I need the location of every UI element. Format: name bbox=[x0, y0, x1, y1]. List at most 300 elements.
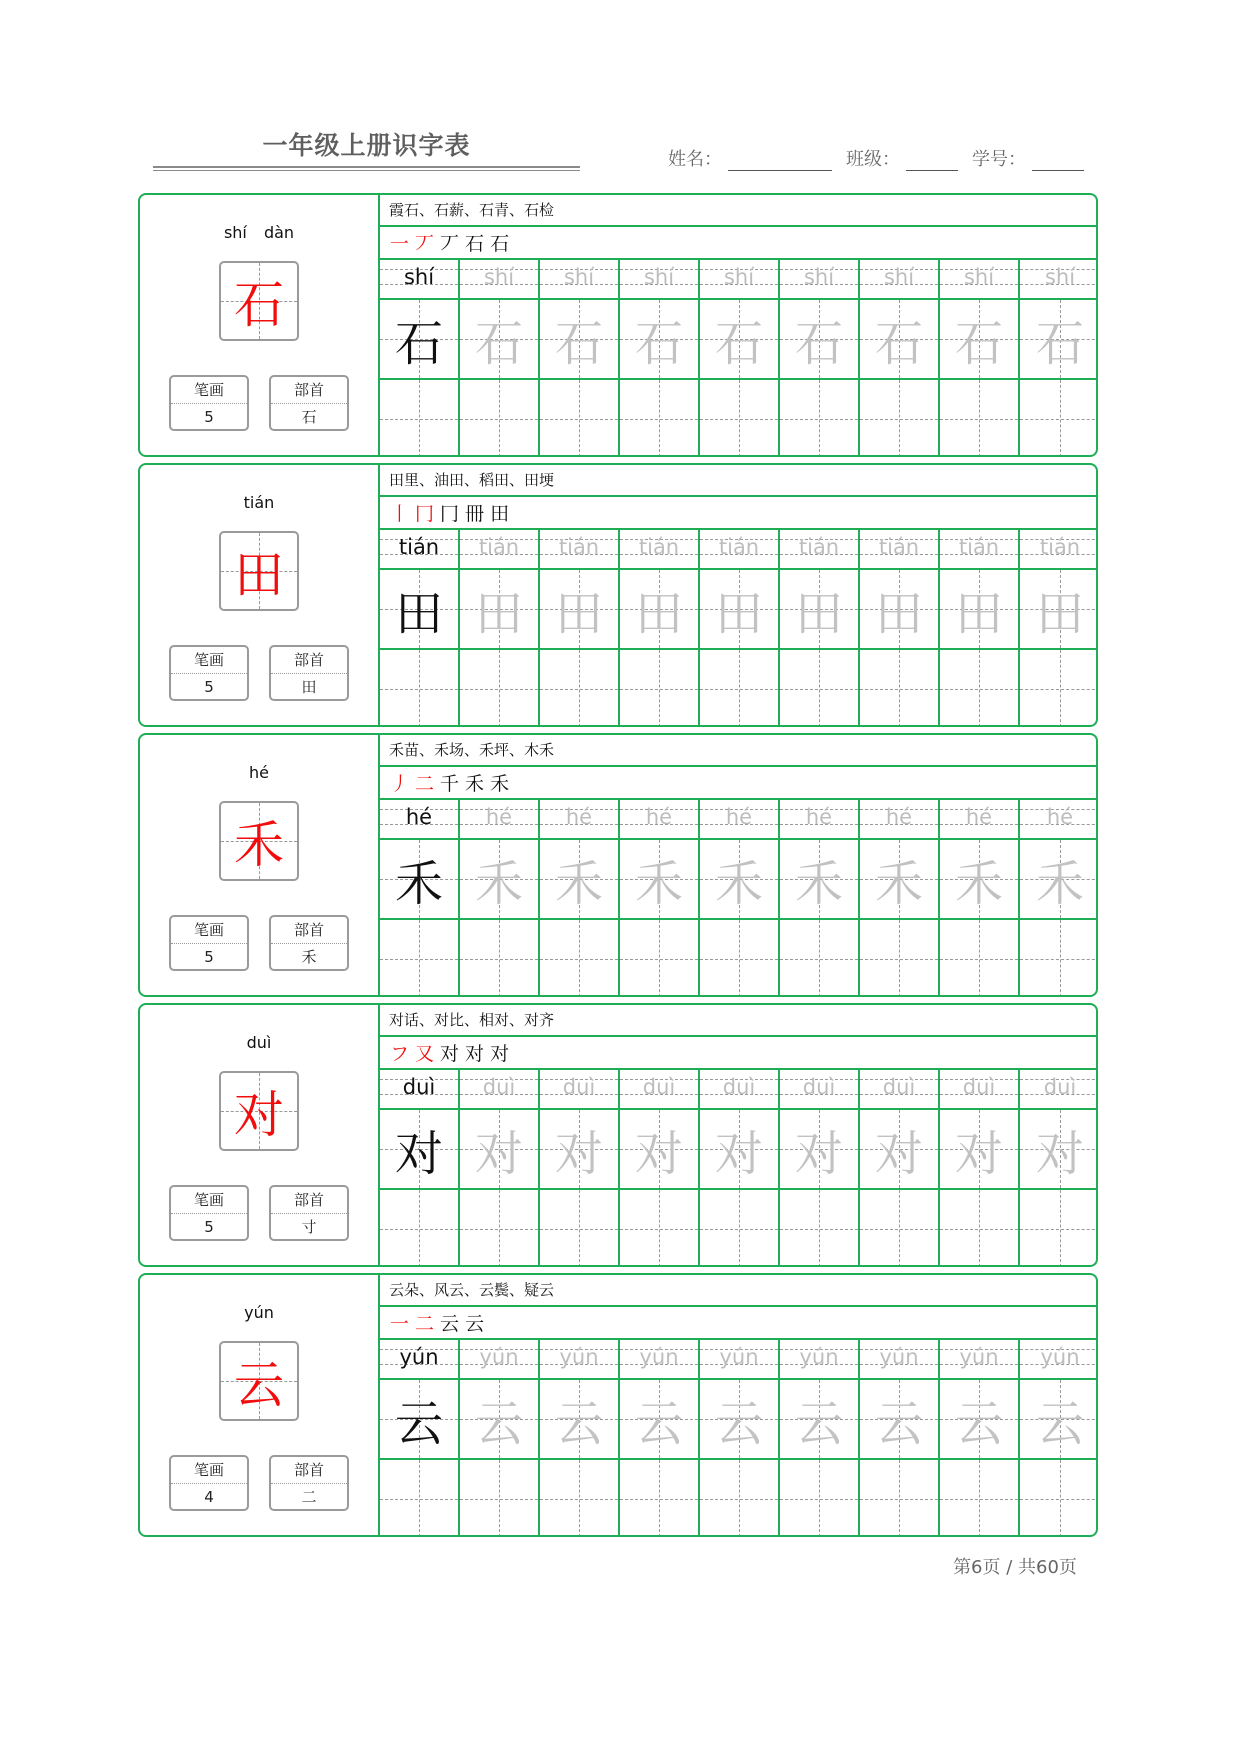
blank-practice-cell[interactable] bbox=[700, 1460, 778, 1537]
practice-column bbox=[700, 1070, 780, 1265]
blank-practice-cell[interactable] bbox=[540, 650, 618, 727]
practice-panel bbox=[380, 735, 1098, 995]
character-practice-cell[interactable] bbox=[380, 1110, 458, 1190]
character-practice-cell[interactable] bbox=[700, 300, 778, 380]
pinyin-practice-cell[interactable] bbox=[540, 260, 618, 300]
character-trace: 云 bbox=[714, 1395, 763, 1452]
character-practice-cell[interactable] bbox=[460, 570, 538, 650]
pinyin-trace: hé bbox=[565, 805, 593, 829]
blank-practice-cell[interactable] bbox=[700, 380, 778, 457]
radical-value: 田 bbox=[301, 678, 317, 696]
blank-practice-cell[interactable] bbox=[780, 1460, 858, 1537]
guide-line-vertical bbox=[419, 1460, 420, 1537]
pinyin-practice-cell[interactable] bbox=[540, 1340, 618, 1380]
stroke-count-box bbox=[169, 1185, 249, 1241]
blank-practice-cell[interactable] bbox=[460, 920, 538, 997]
character-practice-cell[interactable] bbox=[780, 300, 858, 380]
pinyin-model: duì bbox=[402, 1075, 436, 1099]
character-trace: 云 bbox=[634, 1395, 683, 1452]
character-trace: 云 bbox=[794, 1395, 843, 1452]
character-info-panel bbox=[140, 465, 380, 725]
pinyin-practice-cell[interactable] bbox=[460, 1070, 538, 1110]
pinyin-practice-cell[interactable] bbox=[540, 1070, 618, 1110]
radical-value: 禾 bbox=[301, 948, 317, 966]
blank-practice-cell[interactable] bbox=[940, 380, 1018, 457]
blank-practice-cell[interactable] bbox=[460, 650, 538, 727]
character-practice-cell[interactable] bbox=[380, 300, 458, 380]
example-words: 对话、对比、相对、对齐 bbox=[380, 1005, 1098, 1037]
character-practice-cell[interactable] bbox=[860, 1380, 938, 1460]
pinyin-practice-cell[interactable] bbox=[940, 1070, 1018, 1110]
example-words: 禾苗、禾场、禾坪、木禾 bbox=[380, 735, 1098, 767]
blank-practice-cell[interactable] bbox=[860, 920, 938, 997]
character-trace: 田 bbox=[794, 585, 843, 642]
blank-practice-cell[interactable] bbox=[1020, 1460, 1098, 1537]
practice-column bbox=[780, 1340, 860, 1535]
pinyin-trace: tián bbox=[878, 535, 920, 559]
pinyin-practice-cell[interactable] bbox=[1020, 1070, 1098, 1110]
pinyin-practice-cell[interactable] bbox=[1020, 260, 1098, 300]
pinyin-practice-cell[interactable] bbox=[700, 1070, 778, 1110]
blank-practice-cell[interactable] bbox=[940, 1190, 1018, 1267]
character-trace: 对 bbox=[474, 1125, 523, 1182]
pinyin-practice-cell[interactable] bbox=[380, 1070, 458, 1110]
radical-box bbox=[269, 1455, 349, 1511]
guide-line-vertical bbox=[899, 1190, 900, 1267]
blank-practice-cell[interactable] bbox=[620, 650, 698, 727]
character-practice-cell[interactable] bbox=[620, 1110, 698, 1190]
character-practice-cell[interactable] bbox=[940, 840, 1018, 920]
guide-line-vertical bbox=[579, 1460, 580, 1537]
stroke-order-step: 一 bbox=[390, 233, 410, 255]
character-practice-cell[interactable] bbox=[780, 840, 858, 920]
stroke-order-step: 冂 bbox=[415, 503, 435, 525]
pinyin-practice-cell[interactable] bbox=[620, 1070, 698, 1110]
stroke-count-box bbox=[169, 915, 249, 971]
pinyin-practice-cell[interactable] bbox=[700, 260, 778, 300]
pinyin-model: hé bbox=[405, 805, 433, 829]
character-practice-cell[interactable] bbox=[460, 300, 538, 380]
pinyin-practice-cell[interactable] bbox=[860, 260, 938, 300]
blank-practice-cell[interactable] bbox=[1020, 380, 1098, 457]
pinyin-practice-cell[interactable] bbox=[940, 260, 1018, 300]
guide-line-vertical bbox=[499, 380, 500, 457]
pinyin-practice-cell[interactable] bbox=[940, 530, 1018, 570]
practice-column bbox=[540, 1340, 620, 1535]
stroke-order-row bbox=[380, 497, 1098, 530]
blank-practice-cell[interactable] bbox=[460, 1190, 538, 1267]
pinyin-label: shí dàn bbox=[223, 223, 295, 242]
character-trace: 石 bbox=[634, 315, 683, 372]
blank-practice-cell[interactable] bbox=[860, 1190, 938, 1267]
pinyin-practice-cell[interactable] bbox=[380, 530, 458, 570]
radical-box bbox=[269, 645, 349, 701]
character-practice-cell[interactable] bbox=[380, 570, 458, 650]
blank-practice-cell[interactable] bbox=[1020, 650, 1098, 727]
pinyin-trace: yún bbox=[1040, 1345, 1080, 1369]
character-practice-cell[interactable] bbox=[860, 570, 938, 650]
blank-practice-cell[interactable] bbox=[700, 650, 778, 727]
practice-column bbox=[460, 260, 540, 455]
stroke-count-label: 笔画 bbox=[171, 647, 247, 674]
pinyin-practice-cell[interactable] bbox=[780, 800, 858, 840]
character-practice-cell[interactable] bbox=[1020, 570, 1098, 650]
practice-column bbox=[380, 1070, 460, 1265]
character-card bbox=[138, 733, 1098, 997]
class-label: 班级： bbox=[846, 149, 900, 170]
blank-practice-cell[interactable] bbox=[860, 650, 938, 727]
character-practice-cell[interactable] bbox=[460, 840, 538, 920]
guide-line-vertical bbox=[819, 1460, 820, 1537]
practice-grid bbox=[380, 260, 1098, 455]
student-id-label: 学号： bbox=[972, 149, 1026, 170]
character-trace: 禾 bbox=[554, 855, 603, 912]
radical-value: 石 bbox=[301, 408, 317, 426]
blank-practice-cell[interactable] bbox=[940, 1460, 1018, 1537]
pinyin-practice-cell[interactable] bbox=[780, 1340, 858, 1380]
blank-practice-cell[interactable] bbox=[700, 920, 778, 997]
pinyin-practice-cell[interactable] bbox=[540, 530, 618, 570]
blank-practice-cell[interactable] bbox=[540, 1190, 618, 1267]
practice-column bbox=[780, 800, 860, 995]
stroke-order-step: 冊 bbox=[465, 503, 485, 525]
blank-practice-cell[interactable] bbox=[380, 920, 458, 997]
blank-practice-cell[interactable] bbox=[780, 380, 858, 457]
page-number: 第6页 / 共60页 bbox=[953, 1557, 1077, 1578]
character-practice-cell[interactable] bbox=[1020, 300, 1098, 380]
character-practice-cell[interactable] bbox=[540, 570, 618, 650]
blank-practice-cell[interactable] bbox=[940, 920, 1018, 997]
blank-practice-cell[interactable] bbox=[380, 650, 458, 727]
guide-line-vertical bbox=[579, 380, 580, 457]
pinyin-practice-cell[interactable] bbox=[700, 1340, 778, 1380]
pinyin-trace: hé bbox=[645, 805, 673, 829]
student-id-blank-line[interactable] bbox=[1032, 150, 1084, 171]
guide-line-vertical bbox=[419, 650, 420, 727]
character-trace: 田 bbox=[874, 585, 923, 642]
pinyin-practice-cell[interactable] bbox=[700, 530, 778, 570]
pinyin-label: tián bbox=[243, 493, 275, 512]
character-trace: 禾 bbox=[1035, 855, 1084, 912]
blank-practice-cell[interactable] bbox=[860, 1460, 938, 1537]
practice-column bbox=[860, 800, 940, 995]
character-practice-cell[interactable] bbox=[940, 570, 1018, 650]
blank-practice-cell[interactable] bbox=[1020, 920, 1098, 997]
character-trace: 石 bbox=[794, 315, 843, 372]
practice-column bbox=[540, 800, 620, 995]
stroke-count-box bbox=[169, 1455, 249, 1511]
pinyin-trace: hé bbox=[885, 805, 913, 829]
pinyin-trace: hé bbox=[805, 805, 833, 829]
pinyin-trace: duì bbox=[802, 1075, 836, 1099]
pinyin-trace: duì bbox=[882, 1075, 916, 1099]
character-practice-cell[interactable] bbox=[620, 300, 698, 380]
pinyin-practice-cell[interactable] bbox=[620, 800, 698, 840]
stroke-order-step: フ bbox=[390, 1043, 410, 1065]
blank-practice-cell[interactable] bbox=[780, 650, 858, 727]
pinyin-practice-cell[interactable] bbox=[1020, 800, 1098, 840]
model-character-box bbox=[219, 261, 299, 341]
pinyin-label: hé bbox=[249, 763, 269, 782]
practice-column bbox=[540, 1070, 620, 1265]
model-character-box bbox=[219, 1341, 299, 1421]
practice-column bbox=[860, 1340, 940, 1535]
practice-column bbox=[380, 800, 460, 995]
practice-column bbox=[540, 260, 620, 455]
character-practice-cell[interactable] bbox=[1020, 840, 1098, 920]
character-practice-cell[interactable] bbox=[540, 840, 618, 920]
character-trace: 田 bbox=[714, 585, 763, 642]
blank-practice-cell[interactable] bbox=[780, 920, 858, 997]
pinyin-practice-cell[interactable] bbox=[860, 800, 938, 840]
pinyin-practice-cell[interactable] bbox=[780, 530, 858, 570]
guide-line-vertical bbox=[739, 920, 740, 997]
pinyin-practice-cell[interactable] bbox=[780, 260, 858, 300]
character-practice-cell[interactable] bbox=[700, 1110, 778, 1190]
stroke-order-step: 二 bbox=[415, 773, 435, 795]
model-character-box bbox=[219, 1071, 299, 1151]
character-practice-cell[interactable] bbox=[780, 1110, 858, 1190]
blank-practice-cell[interactable] bbox=[860, 380, 938, 457]
character-trace: 云 bbox=[874, 1395, 923, 1452]
guide-line-vertical bbox=[899, 650, 900, 727]
stroke-count-label: 笔画 bbox=[171, 917, 247, 944]
name-blank-line[interactable] bbox=[728, 150, 832, 171]
blank-practice-cell[interactable] bbox=[380, 1460, 458, 1537]
radical-box bbox=[269, 1185, 349, 1241]
practice-column bbox=[620, 800, 700, 995]
guide-line-vertical bbox=[1060, 1460, 1061, 1537]
character-practice-cell[interactable] bbox=[540, 1110, 618, 1190]
character-practice-cell[interactable] bbox=[1020, 1110, 1098, 1190]
character-practice-cell[interactable] bbox=[1020, 1380, 1098, 1460]
pinyin-trace: hé bbox=[965, 805, 993, 829]
character-practice-cell[interactable] bbox=[940, 1110, 1018, 1190]
character-practice-cell[interactable] bbox=[860, 1110, 938, 1190]
character-practice-cell[interactable] bbox=[940, 1380, 1018, 1460]
practice-column bbox=[1020, 260, 1098, 455]
character-trace: 石 bbox=[714, 315, 763, 372]
character-trace: 石 bbox=[874, 315, 923, 372]
character-practice-cell[interactable] bbox=[460, 1380, 538, 1460]
practice-column bbox=[860, 260, 940, 455]
guide-line-vertical bbox=[1060, 920, 1061, 997]
radical-value: 二 bbox=[301, 1488, 317, 1506]
pinyin-trace: tián bbox=[798, 535, 840, 559]
pinyin-practice-cell[interactable] bbox=[780, 1070, 858, 1110]
pinyin-practice-cell[interactable] bbox=[460, 260, 538, 300]
name-field[interactable] bbox=[668, 145, 832, 171]
character-trace: 对 bbox=[1035, 1125, 1084, 1182]
character-practice-cell[interactable] bbox=[700, 840, 778, 920]
pinyin-trace: tián bbox=[558, 535, 600, 559]
character-practice-cell[interactable] bbox=[460, 1110, 538, 1190]
radical-box bbox=[269, 915, 349, 971]
guide-line-vertical bbox=[739, 650, 740, 727]
blank-practice-cell[interactable] bbox=[620, 1460, 698, 1537]
character-card bbox=[138, 463, 1098, 727]
pinyin-label: yún bbox=[244, 1303, 274, 1322]
character-info-panel bbox=[140, 1005, 380, 1265]
practice-column bbox=[860, 530, 940, 725]
blank-practice-cell[interactable] bbox=[380, 380, 458, 457]
stroke-count-value: 5 bbox=[204, 408, 214, 426]
pinyin-practice-cell[interactable] bbox=[700, 800, 778, 840]
practice-column bbox=[700, 530, 780, 725]
pinyin-practice-cell[interactable] bbox=[1020, 530, 1098, 570]
blank-practice-cell[interactable] bbox=[700, 1190, 778, 1267]
stroke-order-step: 冂 bbox=[440, 503, 460, 525]
stroke-order-step: 石 bbox=[465, 233, 485, 255]
radical-box bbox=[269, 375, 349, 431]
practice-panel bbox=[380, 465, 1098, 725]
guide-line-vertical bbox=[819, 380, 820, 457]
practice-column bbox=[620, 530, 700, 725]
name-label: 姓名： bbox=[668, 149, 722, 170]
student-info-fields bbox=[668, 145, 1098, 171]
character-practice-cell[interactable] bbox=[540, 300, 618, 380]
character-practice-cell[interactable] bbox=[700, 570, 778, 650]
blank-practice-cell[interactable] bbox=[540, 380, 618, 457]
stroke-order-step: 对 bbox=[490, 1043, 510, 1065]
radical-label: 部首 bbox=[271, 1187, 347, 1214]
pinyin-practice-cell[interactable] bbox=[380, 1340, 458, 1380]
character-trace: 田 bbox=[634, 585, 683, 642]
pinyin-practice-cell[interactable] bbox=[860, 1070, 938, 1110]
guide-line-vertical bbox=[739, 1190, 740, 1267]
character-trace: 对 bbox=[634, 1125, 683, 1182]
blank-practice-cell[interactable] bbox=[620, 1190, 698, 1267]
guide-line-vertical bbox=[579, 1190, 580, 1267]
pinyin-practice-cell[interactable] bbox=[860, 530, 938, 570]
guide-line-vertical bbox=[579, 650, 580, 727]
guide-line-horizontal bbox=[1020, 959, 1098, 960]
radical-value: 寸 bbox=[301, 1218, 317, 1236]
pinyin-practice-cell[interactable] bbox=[940, 800, 1018, 840]
pinyin-practice-cell[interactable] bbox=[940, 1340, 1018, 1380]
blank-practice-cell[interactable] bbox=[540, 920, 618, 997]
character-model: 云 bbox=[394, 1395, 443, 1452]
pinyin-practice-cell[interactable] bbox=[460, 530, 538, 570]
stroke-count-value: 5 bbox=[204, 948, 214, 966]
guide-line-vertical bbox=[499, 1190, 500, 1267]
blank-practice-cell[interactable] bbox=[540, 1460, 618, 1537]
stroke-order-row bbox=[380, 767, 1098, 800]
guide-line-vertical bbox=[499, 920, 500, 997]
guide-line-vertical bbox=[579, 920, 580, 997]
pinyin-trace: shí bbox=[563, 265, 595, 289]
pinyin-trace: yún bbox=[559, 1345, 599, 1369]
character-practice-cell[interactable] bbox=[380, 1380, 458, 1460]
character-info-panel bbox=[140, 735, 380, 995]
guide-line-vertical bbox=[659, 920, 660, 997]
blank-practice-cell[interactable] bbox=[940, 650, 1018, 727]
guide-line-vertical bbox=[659, 1190, 660, 1267]
character-model: 田 bbox=[394, 585, 443, 642]
character-trace: 对 bbox=[954, 1125, 1003, 1182]
model-character: 禾 bbox=[234, 816, 284, 874]
character-card bbox=[138, 193, 1098, 457]
blank-practice-cell[interactable] bbox=[620, 920, 698, 997]
character-practice-cell[interactable] bbox=[620, 570, 698, 650]
stroke-count-value: 4 bbox=[204, 1488, 214, 1506]
character-practice-cell[interactable] bbox=[860, 300, 938, 380]
pinyin-trace: duì bbox=[962, 1075, 996, 1099]
character-practice-cell[interactable] bbox=[540, 1380, 618, 1460]
stroke-count-label: 笔画 bbox=[171, 1457, 247, 1484]
pinyin-practice-cell[interactable] bbox=[1020, 1340, 1098, 1380]
practice-column bbox=[940, 1070, 1020, 1265]
character-practice-cell[interactable] bbox=[780, 570, 858, 650]
blank-practice-cell[interactable] bbox=[620, 380, 698, 457]
character-practice-cell[interactable] bbox=[620, 840, 698, 920]
character-practice-cell[interactable] bbox=[780, 1380, 858, 1460]
character-practice-cell[interactable] bbox=[380, 840, 458, 920]
class-field[interactable] bbox=[846, 145, 958, 171]
radical-label: 部首 bbox=[271, 1457, 347, 1484]
pinyin-trace: duì bbox=[722, 1075, 756, 1099]
practice-column bbox=[700, 260, 780, 455]
blank-practice-cell[interactable] bbox=[1020, 1190, 1098, 1267]
pinyin-trace: tián bbox=[638, 535, 680, 559]
character-practice-cell[interactable] bbox=[620, 1380, 698, 1460]
pinyin-trace: yún bbox=[959, 1345, 999, 1369]
pinyin-trace: hé bbox=[725, 805, 753, 829]
practice-column bbox=[940, 1340, 1020, 1535]
pinyin-practice-cell[interactable] bbox=[620, 260, 698, 300]
character-card bbox=[138, 1003, 1098, 1267]
stroke-order-step: 云 bbox=[465, 1313, 485, 1335]
guide-line-vertical bbox=[659, 1460, 660, 1537]
character-practice-cell[interactable] bbox=[940, 300, 1018, 380]
pinyin-practice-cell[interactable] bbox=[620, 1340, 698, 1380]
character-trace: 云 bbox=[954, 1395, 1003, 1452]
stroke-order-step: 对 bbox=[440, 1043, 460, 1065]
stroke-order-step: 田 bbox=[490, 503, 510, 525]
blank-practice-cell[interactable] bbox=[460, 1460, 538, 1537]
student-id-field[interactable] bbox=[972, 145, 1084, 171]
model-character: 云 bbox=[234, 1356, 284, 1414]
pinyin-practice-cell[interactable] bbox=[460, 800, 538, 840]
pinyin-practice-cell[interactable] bbox=[380, 260, 458, 300]
character-practice-cell[interactable] bbox=[860, 840, 938, 920]
class-blank-line[interactable] bbox=[906, 150, 958, 171]
pinyin-practice-cell[interactable] bbox=[380, 800, 458, 840]
pinyin-trace: yún bbox=[799, 1345, 839, 1369]
pinyin-practice-cell[interactable] bbox=[620, 530, 698, 570]
practice-column bbox=[1020, 530, 1098, 725]
pinyin-trace: hé bbox=[485, 805, 513, 829]
character-trace: 云 bbox=[554, 1395, 603, 1452]
blank-practice-cell[interactable] bbox=[380, 1190, 458, 1267]
blank-practice-cell[interactable] bbox=[780, 1190, 858, 1267]
character-trace: 田 bbox=[554, 585, 603, 642]
guide-line-vertical bbox=[899, 920, 900, 997]
character-practice-cell[interactable] bbox=[700, 1380, 778, 1460]
guide-line-vertical bbox=[419, 380, 420, 457]
practice-column bbox=[540, 530, 620, 725]
pinyin-practice-cell[interactable] bbox=[540, 800, 618, 840]
practice-panel bbox=[380, 1275, 1098, 1535]
pinyin-practice-cell[interactable] bbox=[460, 1340, 538, 1380]
guide-line-vertical bbox=[739, 1460, 740, 1537]
character-trace: 禾 bbox=[634, 855, 683, 912]
blank-practice-cell[interactable] bbox=[460, 380, 538, 457]
guide-line-vertical bbox=[1060, 1190, 1061, 1267]
pinyin-trace: tián bbox=[1039, 535, 1081, 559]
stroke-count-value: 5 bbox=[204, 678, 214, 696]
pinyin-practice-cell[interactable] bbox=[860, 1340, 938, 1380]
